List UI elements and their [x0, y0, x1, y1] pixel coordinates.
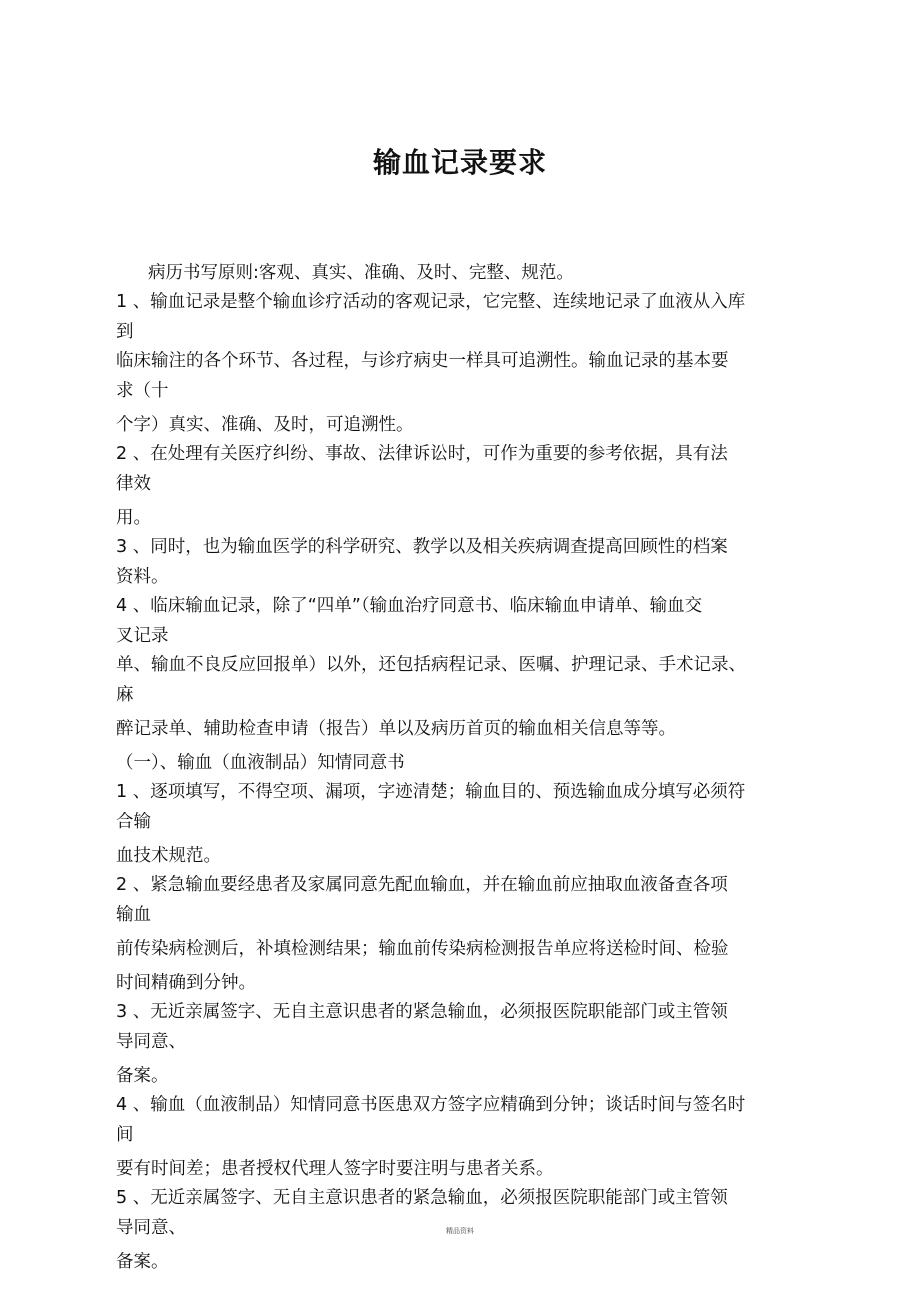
- text-line: 求（十: [116, 381, 169, 401]
- text-line: 单、输血不良反应回报单）以外，还包括病程记录、医嘱、护理记录、手术记录、: [116, 655, 746, 675]
- text-line: 3 、同时，也为输血医学的科学研究、教学以及相关疾病调查提高回顾性的档案: [116, 537, 728, 557]
- text-line: 2 、紧急输血要经患者及家属同意先配血输血，并在输血前应抽取血液备查各项: [116, 875, 728, 895]
- text-line: 3 、无近亲属签字、无自主意识患者的紧急输血，必须报医院职能部门或主管领: [116, 1002, 728, 1022]
- text-line: 1 、输血记录是整个输血诊疗活动的客观记录，它完整、连续地记录了血液从入库: [116, 292, 746, 312]
- footer-note: 精品资料: [446, 1227, 474, 1235]
- text-line: 叉记录: [116, 626, 169, 646]
- principle-line: 病历书写原则:客观、真实、准确、及时、完整、规范。: [148, 263, 574, 283]
- text-line: 个字）真实、准确、及时，可追溯性。: [116, 415, 414, 435]
- document-body: [116, 256, 806, 1279]
- text-line: 要有时间差；患者授权代理人签字时要注明与患者关系。: [116, 1159, 554, 1179]
- text-line: 备案。: [116, 1066, 169, 1086]
- text-line: 导同意、: [116, 1032, 186, 1052]
- text-line: 律效: [116, 474, 151, 494]
- text-line: 前传染病检测后，补填检测结果；输血前传染病检测报告单应将送检时间、检验: [116, 939, 729, 959]
- text-line: 时间精确到分钟。: [116, 973, 256, 993]
- text-line: 4 、输血（血液制品）知情同意书医患双方签字应精确到分钟；谈话时间与签名时: [116, 1095, 746, 1115]
- text-line: 用。: [116, 508, 151, 528]
- text-line: 4 、临床输血记录，除了“四单”（输血治疗同意书、临床输血申请单、输血交: [116, 596, 703, 616]
- text-line: 2 、在处理有关医疗纠纷、事故、法律诉讼时，可作为重要的参考依据，具有法: [116, 444, 728, 464]
- text-line: 5 、无近亲属签字、无自主意识患者的紧急输血，必须报医院职能部门或主管领: [116, 1188, 728, 1208]
- text-line: 资料。: [116, 567, 169, 587]
- text-line: 间: [116, 1125, 134, 1145]
- text-line: 血技术规范。: [116, 846, 221, 866]
- text-line: 输血: [116, 905, 151, 925]
- document-title: 输血记录要求: [372, 145, 547, 179]
- text-line: 到: [116, 322, 134, 342]
- text-line: 麻: [116, 685, 134, 705]
- section-heading: （一）、输血（血液制品）知情同意书: [116, 753, 405, 773]
- text-line: 导同意、: [116, 1218, 186, 1238]
- text-line: 备案。: [116, 1252, 169, 1272]
- text-line: 1 、逐项填写，不得空项、漏项，字迹清楚；输血目的、预选输血成分填写必须符: [116, 782, 746, 802]
- text-line: 醉记录单、辅助检查申请（报告）单以及病历首页的输血相关信息等等。: [116, 719, 676, 739]
- text-line: 合输: [116, 812, 151, 832]
- text-line: 临床输注的各个环节、各过程，与诊疗病史一样具可追溯性。输血记录的基本要: [116, 351, 729, 371]
